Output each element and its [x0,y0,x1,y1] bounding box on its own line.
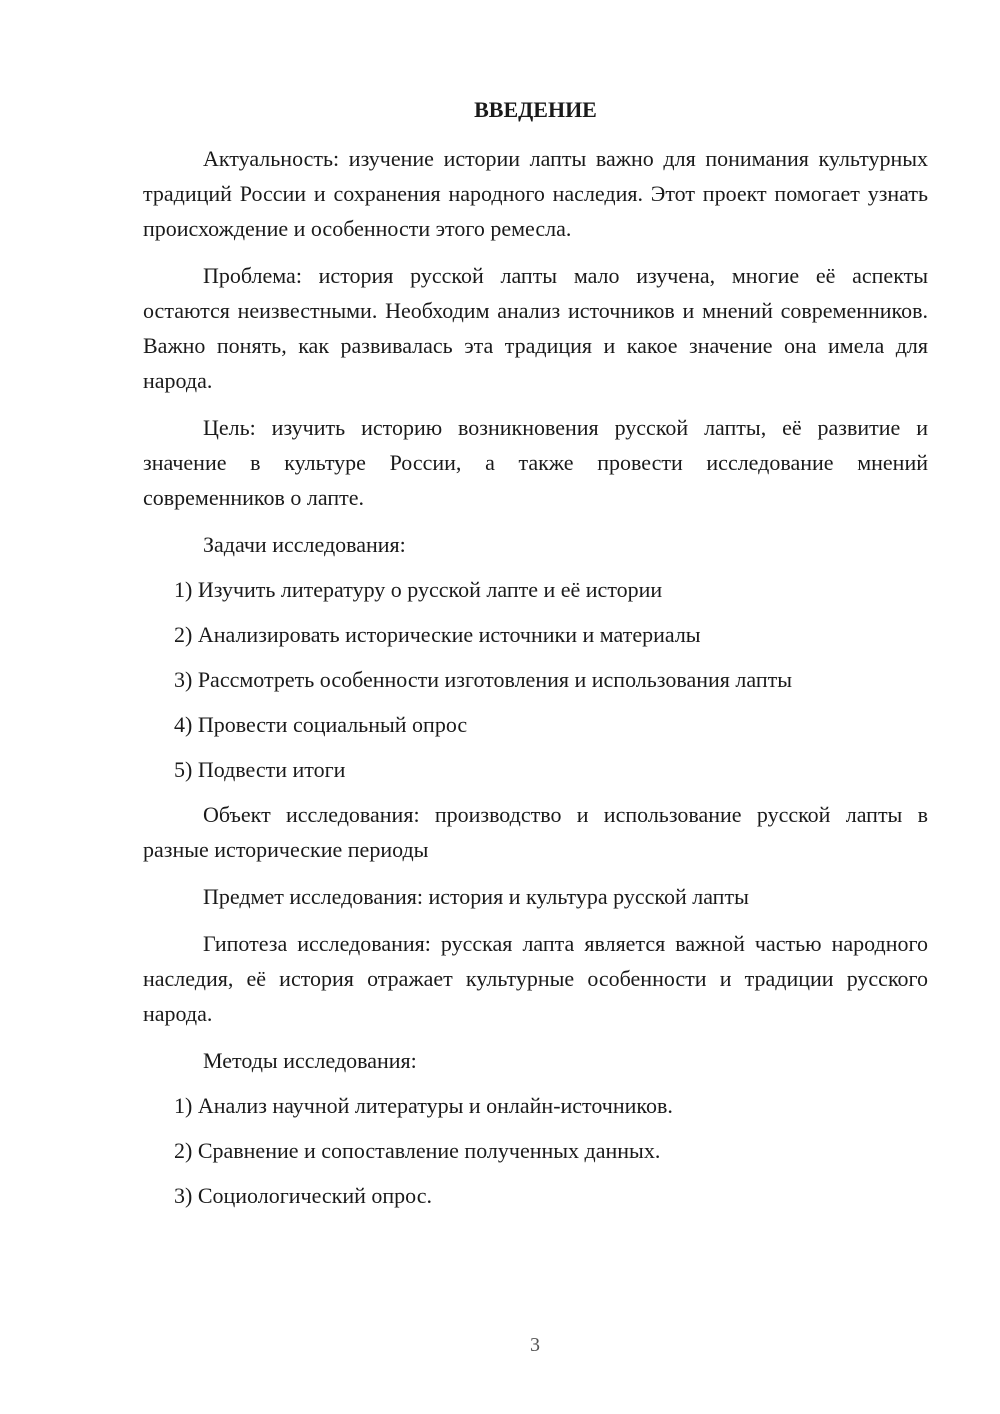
section-title: ВВЕДЕНИЕ [474,97,597,122]
task-item: 4) Провести социальный опрос [174,712,468,737]
actuality-paragraph: Актуальность: изучение истории лапты важно для понимания культурных традиций России и сохранения народного наследия. Этот проект помогает узнать происхождение и особенности этого ремесла. [143,146,928,241]
hypothesis-paragraph: Гипотеза исследования: русская лапта является важной частью народного наследия, её история отражает культурные особенности и традиции русского народа. [143,931,928,1026]
problem-paragraph: Проблема: история русской лапты мало изучена, многие её аспекты остаются неизвестными. Необходим анализ источников и мнений современников. Важно понять, как развивалась эта традиция и какое значение она имела для народа. [143,263,928,393]
methods-heading: Методы исследования: [203,1048,417,1073]
task-item: 2) Анализировать исторические источники и материалы [174,622,701,647]
tasks-list [143,572,928,787]
object-paragraph: Объект исследования: производство и использование русской лапты в разные исторические периоды [143,802,928,862]
task-item: 3) Рассмотреть особенности изготовления и использования лапты [174,667,793,692]
method-item: 2) Сравнение и сопоставление полученных данных. [174,1138,661,1163]
method-item: 1) Анализ научной литературы и онлайн-источников. [174,1093,673,1118]
goal-paragraph: Цель: изучить историю возникновения русской лапты, её развитие и значение в культуре России, а также провести исследование мнений современников о лапте. [143,415,928,510]
subject-paragraph: Предмет исследования: история и культура русской лапты [203,884,749,909]
methods-list [143,1088,928,1213]
task-item: 1) Изучить литературу о русской лапте и её истории [174,577,663,602]
task-item: 5) Подвести итоги [174,757,346,782]
method-item: 3) Социологический опрос. [174,1183,432,1208]
page-number: 3 [530,1334,540,1356]
tasks-heading: Задачи исследования: [203,532,406,557]
document-body [143,92,928,1223]
